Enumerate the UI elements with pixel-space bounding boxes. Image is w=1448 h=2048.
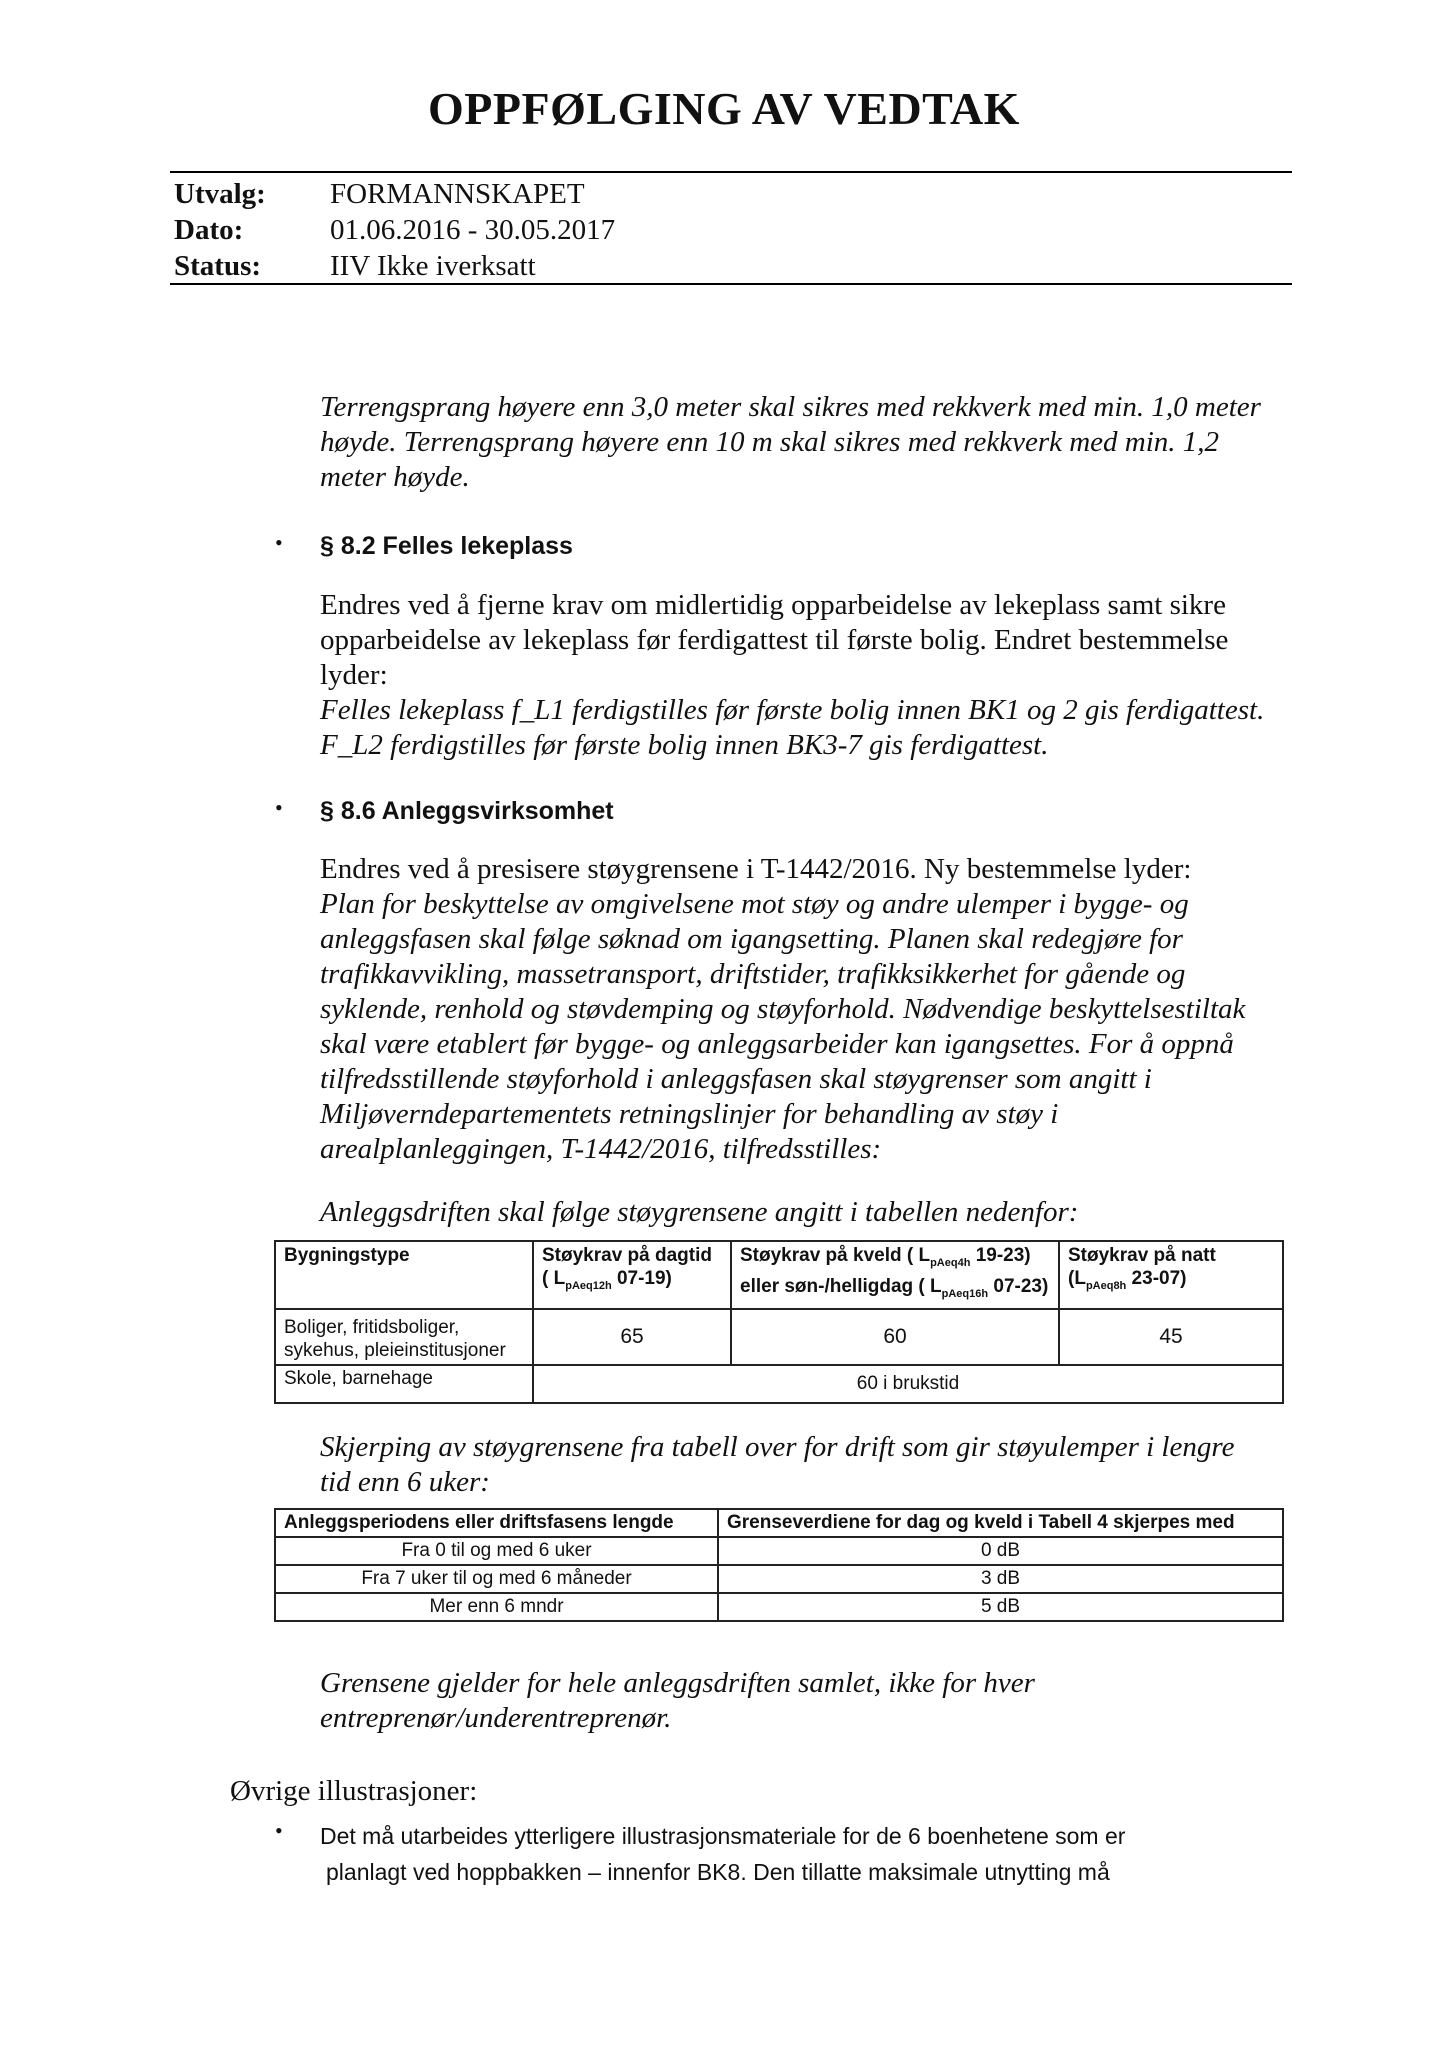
noise-limits-table [274,1240,1284,1404]
intro-line: høyde. Terrengsprang høyere enn 10 m skal sikres med rekkverk med min. 1,2 [320,426,1220,458]
header-subscript: pAeq12h [565,1279,612,1292]
header-text: ( L [542,1268,566,1289]
table-cell: Skole, barnehage [275,1365,533,1403]
body-line: Skjerping av støygrensene fra tabell over for drift som gir støyulemper i lengre [320,1431,1235,1463]
body-line: Grensene gjelder for hele anleggsdriften samlet, ikke for hver [320,1667,1035,1699]
table-cell: 60 i brukstid [533,1365,1283,1403]
body-line: Endres ved å presisere støygrensene i T-1442/2016. Ny bestemmelse lyder: [320,853,1192,885]
table-cell: 60 [731,1309,1059,1365]
table-row [275,1309,1283,1365]
table-header-row [275,1509,1283,1537]
header-text [1068,1267,1274,1298]
body-line: Miljøverndepartementets retningslinjer for behandling av støy i [320,1098,1059,1130]
header-subscript: pAeq8h [1085,1279,1127,1292]
table-cell: 45 [1059,1309,1283,1365]
table-header-row [275,1241,1283,1309]
bullet-icon: • [275,795,283,820]
table-cell: Fra 7 uker til og med 6 måneder [275,1565,718,1593]
intro-line: Terrengsprang høyere enn 3,0 meter skal sikres med rekkverk med min. 1,0 meter [320,391,1261,423]
body-line: F_L2 ferdigstilles før første bolig innen BK3-7 gis ferdigattest. [320,729,1049,761]
meta-utvalg [174,176,615,212]
body-line: syklende, renhold og støvdemping og støyforhold. Nødvendige beskyttelsestiltak [320,993,1246,1025]
status-value: IIV Ikke iverksatt [330,250,536,282]
header-text: eller søn-/helligdag ( L [740,1275,942,1297]
body-line: anleggsfasen skal følge søknad om igangsetting. Planen skal redegjøre for [320,923,1183,955]
header-text: Støykrav på natt [1068,1245,1216,1266]
body-line: arealplanleggingen, T-1442/2016, tilfredsstilles: [320,1133,882,1165]
table-row [275,1537,1283,1565]
section-86-heading: § 8.6 Anleggsvirksomhet [320,797,614,825]
header-text: Bygningstype [284,1245,410,1266]
body-line: tilfredsstillende støyforhold i anleggsfasen skal støygrenser som angitt i [320,1063,1152,1095]
body-line: lyder: [320,659,388,691]
table-cell: 5 dB [718,1593,1283,1621]
header-text [542,1267,722,1298]
meta-bottom-rule [170,283,1292,285]
cell-text: sykehus, pleieinstitusjoner [284,1339,506,1361]
body-line: Plan for beskyttelse av omgivelsene mot støy og andre ulemper i bygge- og [320,888,1189,920]
table-cell: 0 dB [718,1537,1283,1565]
header-text: 07-23) [988,1275,1049,1297]
header-cell [533,1241,731,1309]
header-text [740,1275,1050,1306]
body-line: skal være etablert før bygge- og anleggsarbeider kan igangsettes. For å oppnå [320,1028,1234,1060]
header-text: 23-07) [1126,1268,1187,1289]
body-line: Endres ved å fjerne krav om midlertidig opparbeidelse av lekeplass samt sikre [320,589,1226,621]
table-cell [275,1309,533,1365]
table-row [275,1593,1283,1621]
header-text [740,1244,1050,1275]
meta-dato [174,212,615,248]
body-line: planlagt ved hoppbakken – innenfor BK8. Den tillatte maksimale utnytting må [326,1859,1110,1885]
body-line: Det må utarbeides ytterligere illustrasjonsmateriale for de 6 boenhetene som er [320,1823,1126,1849]
section-86-body [320,852,1300,1167]
dato-value: 01.06.2016 - 30.05.2017 [330,214,616,246]
bullet-icon: • [275,530,283,555]
body-line: tid enn 6 uker: [320,1466,490,1498]
meta-block [174,176,615,284]
ovrige-body [320,1818,1300,1890]
dato-label: Dato: [174,214,244,246]
intro-line: meter høyde. [320,461,470,493]
body-line: Felles lekeplass f_L1 ferdigstilles før første bolig innen BK1 og 2 gis ferdigattest. [320,694,1265,726]
header-text: 19-23) [970,1245,1031,1266]
skjerping-paragraph [320,1430,1300,1500]
intro-paragraph [320,390,1300,495]
header-text: 07-19) [611,1268,672,1289]
table-row [275,1365,1283,1403]
header-cell: Anleggsperiodens eller driftsfasens lengde [275,1509,718,1537]
cell-text: Boliger, fritidsboliger, [284,1316,460,1338]
header-text: Støykrav på kveld ( L [740,1245,931,1266]
header-cell: Grenseverdiene for dag og kveld i Tabell 4 skjerpes med [718,1509,1283,1537]
table-cell: Fra 0 til og med 6 uker [275,1537,718,1565]
body-line: trafikkavvikling, massetransport, driftstider, trafikksikkerhet for gående og [320,958,1186,990]
bullet-icon: • [275,1818,283,1843]
table-cell: Mer enn 6 mndr [275,1593,718,1621]
table-cell: 65 [533,1309,731,1365]
ovrige-heading: Øvrige illustrasjoner: [230,1775,478,1807]
header-cell [275,1241,533,1309]
utvalg-value: FORMANNSKAPET [330,178,585,210]
section-82-body [320,588,1300,763]
status-label: Status: [174,250,262,282]
utvalg-label: Utvalg: [174,178,266,210]
header-text: (L [1068,1268,1086,1289]
tightening-table [274,1508,1284,1622]
document-title: OPPFØLGING AV VEDTAK [428,83,1020,134]
body-line: entreprenør/underentreprenør. [320,1702,672,1734]
grensene-paragraph [320,1666,1300,1736]
header-text: Støykrav på dagtid [542,1245,712,1266]
table-cell: 3 dB [718,1565,1283,1593]
meta-status [174,248,615,284]
body-line: opparbeidelse av lekeplass før ferdigattest til første bolig. Endret bestemmelse [320,624,1229,656]
table-row [275,1565,1283,1593]
top-rule [170,171,1292,173]
header-cell [731,1241,1059,1309]
table-intro: Anleggsdriften skal følge støygrensene angitt i tabellen nedenfor: [320,1196,1079,1228]
header-cell [1059,1241,1283,1309]
header-subscript: pAeq16h [941,1287,989,1300]
section-82-heading: § 8.2 Felles lekeplass [320,532,573,560]
header-subscript: pAeq4h [930,1256,971,1269]
